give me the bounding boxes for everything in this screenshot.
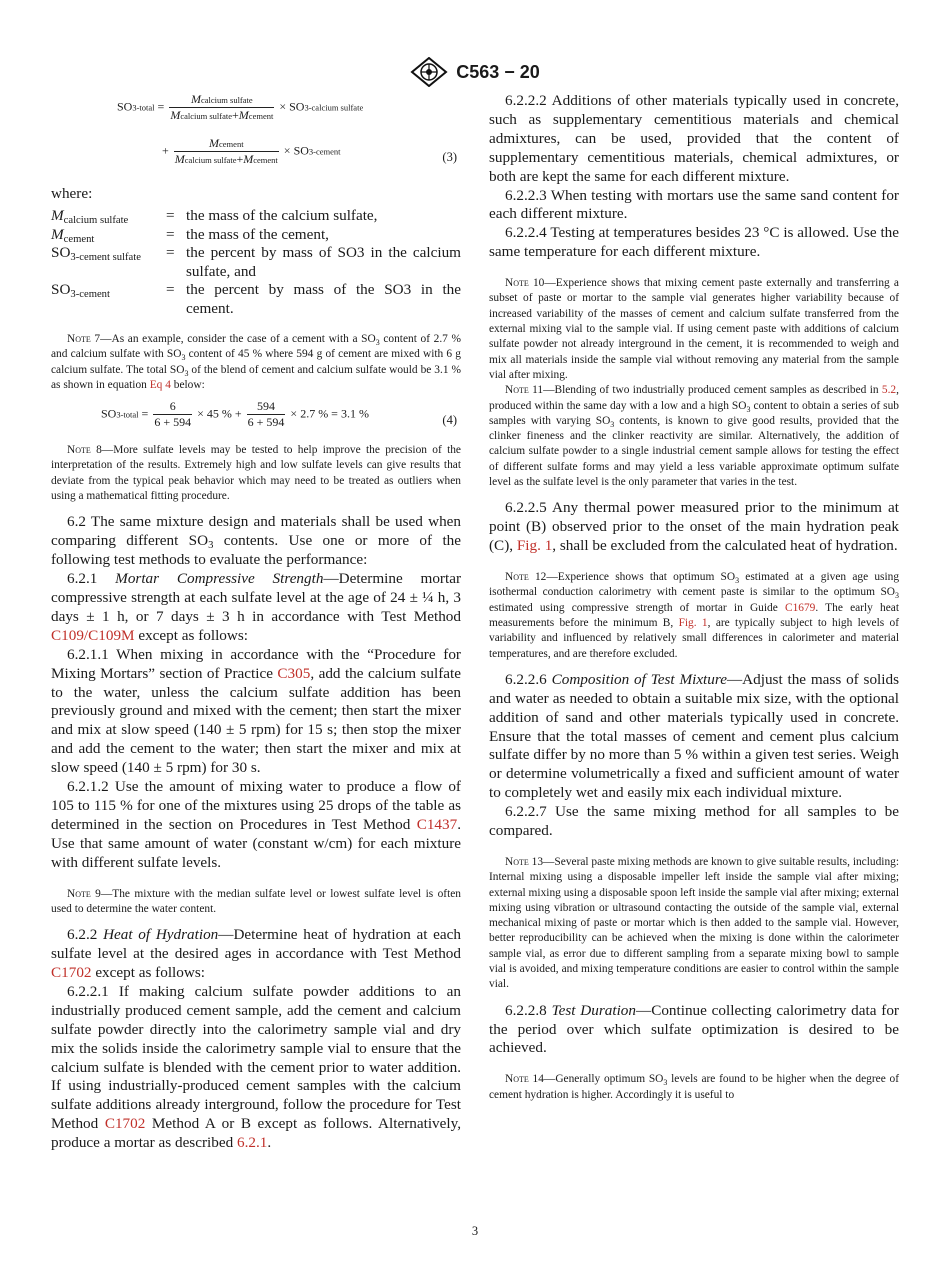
definition-row: $M_{cement}$ = the mass of the cement, xyxy=(51,225,329,245)
standard-code: C563 − 20 xyxy=(456,61,540,82)
where-intro: where: xyxy=(51,185,93,202)
astm-logo-icon xyxy=(410,57,448,87)
fig-1-link[interactable]: Fig. 1 xyxy=(678,616,708,629)
section-6-2-2-6: 6.2.2.6 Composition of Test Mixture—Adjust the mass of solids and water as needed to obtain a suitable mix size, with the optional addition of sand and other materials typically used in concrete. Ensure that the total masses of cement and cement plus calcium sulfate differ by no more than 5 % within a given test series. Weigh or determine volumetrically a fixed and sufficient amount of water to completely wet and easily mix each individual mixture. xyxy=(489,670,899,802)
page-header xyxy=(0,57,950,87)
c109-link[interactable]: C109/C109M xyxy=(51,626,135,644)
c1437-link[interactable]: C1437 xyxy=(416,815,458,833)
c1679-link[interactable]: C1679 xyxy=(784,601,816,614)
right-column xyxy=(489,92,899,1103)
equation-4: SO3-total = $\frac{6}{6 + 594}$ × 45 % + $\frac{594}{6 + 594}$ × 2.7 % = 3.1 % (4) xyxy=(101,399,457,430)
note-11: Note 11—Blending of two industrially produced cement samples as described in 5.2, produced within the same day with a low and a high $SO_3$ content to obtain a series of sub samples with varying $SO_3$ contents, is known to give good results, provided that the clinker fineness and the clinker reactivity are similar. Alternatively, the addition of calcium sulfate powder to a single industrial cement sample allows for testing the effect of different sulfate forms and may yield a less variable approximate optimum sulfate level as the sulfate level is the only parameter that varies in the test. xyxy=(489,384,899,489)
c1702-link[interactable]: C1702 xyxy=(51,964,92,981)
definition-row: $M_{calcium sulfate}$ = the mass of the calcium sulfate, xyxy=(51,207,378,226)
equation-number: (4) xyxy=(442,413,457,428)
section-6-2-2-1: 6.2.2.1 If making calcium sulfate powder additions to an industrially produced cement sample, add the cement and calcium sulfate powder directly into the calorimetry sample vial and dry mix the solids inside the calorimetry sample vial to ensure that the calcium sulfate is blended with the cement prior to water addition. If using industrially-produced cement samples with the calcium sulfate additions already interground, follow the procedure for Test Method C1702 Method A or B except as follows. Alternatively, produce a mortar as described 6.2.1. xyxy=(51,982,461,1152)
section-6-2-1-2: 6.2.1.2 Use the amount of mixing water to produce a flow of 105 to 115 % for one of the mixtures using 25 drops of the table as determined in the section on Procedures in Test Method C1437. Use that same amount of water (constant w/cm) for each mixture with different sulfate levels. xyxy=(51,778,461,871)
equation-number: (3) xyxy=(442,150,457,164)
section-6-2-1: 6.2.1 Mortar Compressive Strength—Determine mortar compressive strength at each sulfate level at the age of 24 ± ¼ h, 3 days ± 1 h, or 7 days ± 3 h in accordance with Test Method C109/C109M except as follows: xyxy=(51,570,461,644)
variable-definitions xyxy=(51,207,461,318)
section-6-2: 6.2 The same mixture design and materials shall be used when comparing different $SO_3$ contents. Use one or more of the following test methods to evaluate the performance: xyxy=(51,513,461,569)
note-12: Note 12—Experience shows that optimum $SO_3$ estimated at a given age using isothermal conduction calorimetry with cement paste is similar to the optimum $SO_3$ estimated using compressive strength of mortar in Guide C1679. The early heat measurements before the minimum B, Fig. 1, are typically subject to high levels of variability and influenced by relatively small differences in calorimeter and material temperatures, and are therefore excluded. xyxy=(489,571,900,660)
definition-row: $SO_{3-cement sulfate}$ = the percent by mass of SO3 in the calcium sulfate, and xyxy=(51,244,461,280)
left-column xyxy=(51,92,461,1153)
fig-1-link[interactable]: Fig. 1 xyxy=(516,537,553,555)
equation-3: SO3-total = $\frac{\text{Mcalcium sulfate}}{\text{Mcalcium sulfate+Mcement}}$ × SO3-calcium sulfate + $\frac{\text{Mcement}}{\text{Mcalcium sulfate+Mcement}}$ × SO3-cement (3) xyxy=(117,92,457,166)
note-7: Note 7—As an example, consider the case of a cement with a $SO_3$ content of 2.7 % and calcium sulfate with $SO_3$ content of 45 % where 594 g of cement are mixed with 6 g calcium sulfate. The total $SO_3$ of the blend of cement and calcium sulfate would be 3.1 % as shown in equation Eq 4 below: xyxy=(51,333,462,391)
note-13: Note 13—Several paste mixing methods are known to give suitable results, including: Internal mixing using a disposable impeller left inside the sample vial after mixing; external mixing using a disposable spoon left inside the sample vial after mixing; external mixing using vibration or ultrasound contacting the outside of the sample vial, external mechanical mixing of paste or mortar which is then added to the sample vial. However, better reproducibility can be achieved when the mixing is done within the calorimeter sample vial, as error due to different sampling from a separate mixing bowl to sample vial is avoided, and mixing temperature conditions are easier to control within the sample vial. xyxy=(489,855,900,991)
note-9: Note 9—The mixture with the median sulfate level or lowest sulfate level is often used to determine the water content. xyxy=(51,887,461,915)
section-6-2-2-8: 6.2.2.8 Test Duration—Continue collecting calorimetry data for the period over which sulfate optimization is desired to be achieved. xyxy=(489,1001,899,1057)
note-14: Note 14—Generally optimum $SO_3$ levels are found to be higher when the degree of cement hydration is higher. Accordingly it is useful to xyxy=(489,1073,899,1101)
section-6-2-2-2: 6.2.2.2 Additions of other materials typically used in concrete, such as supplementary cementitious materials and chemical admixtures, can be used, provided that the content of supplementary cementitious materials, chemical admixtures, or both are kept the same for each different mixture. xyxy=(489,92,899,185)
page-number: 3 xyxy=(471,1224,479,1238)
definition-row: $SO_{3-cement}$ = the percent by mass of the SO3 in the cement. xyxy=(51,281,461,317)
section-6-2-1-link[interactable]: 6.2.1 xyxy=(236,1134,268,1152)
section-6-2-2-5: 6.2.2.5 Any thermal power measured prior to the minimum at point (B) observed prior to the onset of the main hydration peak (C), Fig. 1, shall be excluded from the calculated heat of hydration. xyxy=(489,499,899,555)
section-5-2-link[interactable]: 5.2 xyxy=(881,384,897,397)
section-6-2-2-3: 6.2.2.3 When testing with mortars use the same sand content for each different mixture. xyxy=(489,186,899,223)
section-6-2-2-7: 6.2.2.7 Use the same mixing method for all samples to be compared. xyxy=(489,803,899,840)
c305-link[interactable]: C305 xyxy=(277,664,311,682)
eq-4-link[interactable]: Eq 4 xyxy=(149,378,171,391)
section-6-2-1-1: 6.2.1.1 When mixing in accordance with the “Procedure for Mixing Mortars” section of Practice C305, add the calcium sulfate to the water, unless the calcium sulfate addition has been previously ground and mixed with the cement; then start the mixer and mix at slow speed (140 ± 5 rpm) for 15 s; then stop the mixer and add the cement to the water; then start the mixer and mix at slow speed (140 ± 5 rpm) for 30 s. xyxy=(51,645,461,777)
c1702-link[interactable]: C1702 xyxy=(104,1115,146,1133)
section-6-2-2: 6.2.2 Heat of Hydration—Determine heat of hydration at each sulfate level at the desired ages in accordance with Test Method C1702 except as follows: xyxy=(51,926,461,981)
section-6-2-2-4: 6.2.2.4 Testing at temperatures besides 23 °C is allowed. Use the same temperature for each different mixture. xyxy=(489,224,899,261)
note-8: Note 8—More sulfate levels may be tested to help improve the precision of the interpretation of the results. Extremely high and low sulfate levels can give results that deviate from the typical peak behavior which may need to be treated as outliers when using a mathematical fitting procedure. xyxy=(51,444,461,503)
note-10: Note 10—Experience shows that mixing cement paste externally and transferring a subset of paste or mortar to the sample vial generates higher variability because of increased variability of the masses of cement and calcium sulfate transferred from the external mixing vial to the sample vial. If using cement paste with additions of calcium sulfate powder not already interground in the cement, it is recommended to weigh and mix all materials inside the sample vial without removing any material from the sample vial after mixing. xyxy=(489,277,899,381)
